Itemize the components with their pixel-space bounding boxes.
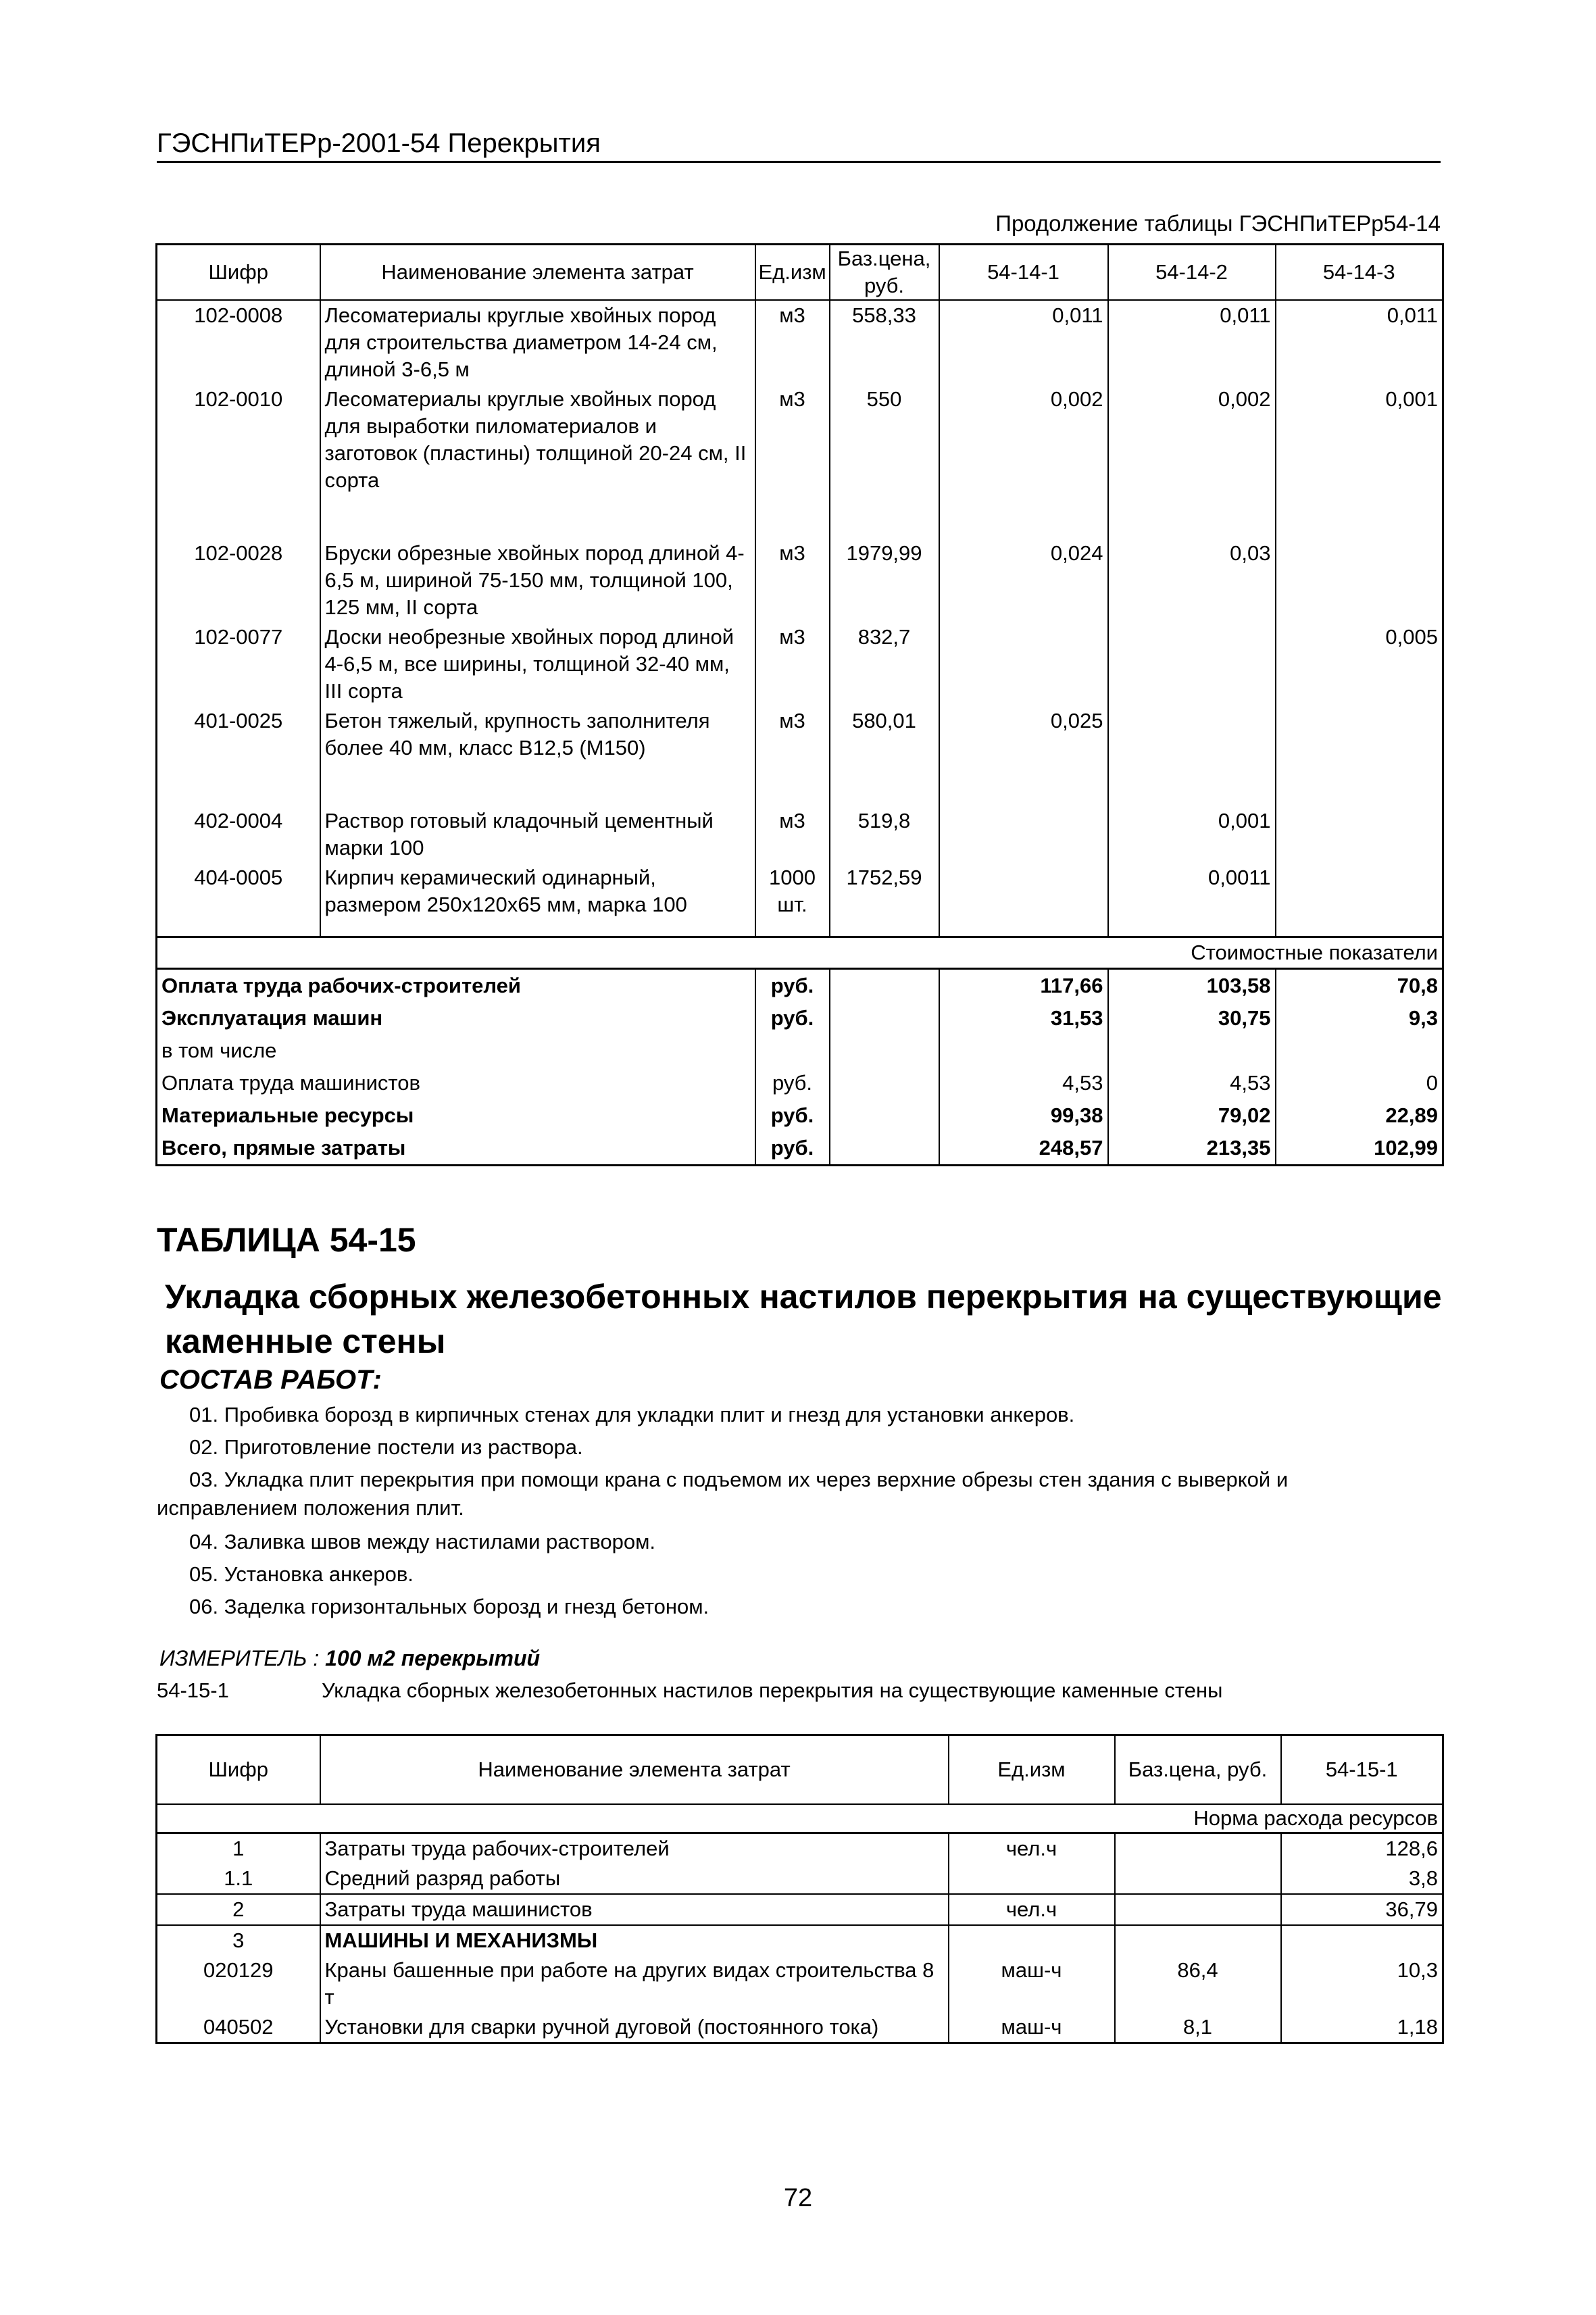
work-item: 02. Приготовление постели из раствора. [189, 1435, 583, 1459]
table-spacer [157, 763, 1443, 806]
work-item-continuation: исправлением положения плит. [157, 1496, 464, 1520]
row-code: 020129 [157, 1956, 320, 2012]
table-spacer [157, 920, 1443, 937]
norm-code: 54-15-1 [157, 1678, 229, 1702]
col-header-name: Наименование элемента затрат [320, 245, 755, 301]
summary-value-1: 31,53 [939, 1002, 1108, 1035]
row-unit: м3 [755, 706, 830, 763]
col-header-54-14-3: 54-14-3 [1276, 245, 1443, 301]
row-code: 040502 [157, 2012, 320, 2043]
row-code: 401-0025 [157, 706, 320, 763]
row-value-2: 0,002 [1108, 384, 1276, 495]
table-header-row [157, 245, 1443, 301]
header-rule [157, 161, 1441, 163]
table-row [157, 1894, 1443, 1925]
row-code: 102-0028 [157, 539, 320, 622]
row-name: Кирпич керамический одинарный, размером 250х120х65 мм, марка 100 [320, 863, 755, 920]
table-row [157, 1956, 1443, 2012]
norm-description: Укладка сборных железобетонных настилов перекрытия на существующие каменные стены [322, 1678, 1223, 1702]
summary-value-3: 102,99 [1276, 1132, 1443, 1166]
summary-unit [755, 1035, 830, 1067]
table-row [157, 2012, 1443, 2043]
row-unit: маш-ч [949, 1956, 1115, 2012]
work-item: 04. Заливка швов между настилами раствором. [189, 1530, 655, 1553]
summary-unit: руб. [755, 1067, 830, 1099]
table-row [157, 1833, 1443, 1864]
table-spacer [157, 495, 1443, 539]
row-unit: маш-ч [949, 2012, 1115, 2043]
row-price [1115, 1925, 1281, 1956]
row-value-1: 0,002 [939, 384, 1108, 495]
row-unit: м3 [755, 806, 830, 863]
summary-value-1: 4,53 [939, 1067, 1108, 1099]
row-price: 1752,59 [830, 863, 939, 920]
row-code: 102-0008 [157, 300, 320, 384]
row-name: Бетон тяжелый, крупность заполнителя более 40 мм, класс В12,5 (М150) [320, 706, 755, 763]
row-unit: 1000 шт. [755, 863, 830, 920]
summary-value-2: 4,53 [1108, 1067, 1276, 1099]
cost-indicators-band [157, 937, 1443, 969]
summary-label: в том числе [157, 1035, 755, 1067]
row-value-3: 0,005 [1276, 622, 1443, 706]
row-value-1 [939, 622, 1108, 706]
row-value-3 [1276, 806, 1443, 863]
row-value-3 [1276, 863, 1443, 920]
row-price: 519,8 [830, 806, 939, 863]
row-name: Установки для сварки ручной дуговой (постоянного тока) [320, 2012, 949, 2043]
row-value: 36,79 [1281, 1894, 1443, 1925]
table-title: Укладка сборных железобетонных настилов перекрытия на существующие каменные стены [165, 1278, 1442, 1360]
summary-unit: руб. [755, 969, 830, 1003]
row-value-1 [939, 863, 1108, 920]
table-row [157, 1925, 1443, 1956]
row-value-2: 0,001 [1108, 806, 1276, 863]
table-row [157, 539, 1443, 622]
row-value-2: 0,011 [1108, 300, 1276, 384]
row-value: 1,18 [1281, 2012, 1443, 2043]
work-item: 03. Укладка плит перекрытия при помощи крана с подъемом их через верхние обрезы стен здания с выверкой и [189, 1468, 1289, 1491]
row-value-1: 0,025 [939, 706, 1108, 763]
row-name: Затраты труда рабочих-строителей [320, 1833, 949, 1864]
row-price: 1979,99 [830, 539, 939, 622]
summary-row [157, 1132, 1443, 1166]
summary-value-2: 30,75 [1108, 1002, 1276, 1035]
summary-value-1: 248,57 [939, 1132, 1108, 1166]
row-code: 3 [157, 1925, 320, 1956]
resource-table-54-14 [155, 243, 1444, 1166]
summary-value-2: 103,58 [1108, 969, 1276, 1003]
summary-value-3: 0 [1276, 1067, 1443, 1099]
summary-value-3: 70,8 [1276, 969, 1443, 1003]
summary-value-1: 117,66 [939, 969, 1108, 1003]
summary-label: Оплата труда рабочих-строителей [157, 969, 755, 1003]
work-item: 06. Заделка горизонтальных борозд и гнезд бетоном. [189, 1595, 709, 1618]
row-name: Средний разряд работы [320, 1864, 949, 1894]
row-code: 402-0004 [157, 806, 320, 863]
row-unit: чел.ч [949, 1894, 1115, 1925]
resource-table-54-15 [155, 1734, 1444, 2044]
row-name: Раствор готовый кладочный цементный марки 100 [320, 806, 755, 863]
row-price: 86,4 [1115, 1956, 1281, 2012]
row-price [1115, 1864, 1281, 1894]
row-name: Бруски обрезные хвойных пород длиной 4-6,5 м, шириной 75-150 мм, толщиной 100, 125 мм, II сорта [320, 539, 755, 622]
norm-band [157, 1804, 1443, 1833]
col-header-54-14-2: 54-14-2 [1108, 245, 1276, 301]
table-row [157, 622, 1443, 706]
row-unit: м3 [755, 300, 830, 384]
row-price: 580,01 [830, 706, 939, 763]
continuation-note: Продолжение таблицы ГЭСНПиТЕРр54-14 [995, 211, 1441, 236]
row-value-2 [1108, 706, 1276, 763]
page-number: 72 [783, 2184, 813, 2212]
row-price [1115, 1894, 1281, 1925]
summary-row [157, 1002, 1443, 1035]
row-unit: м3 [755, 622, 830, 706]
summary-row [157, 1099, 1443, 1132]
measurement-label: ИЗМЕРИТЕЛЬ : [159, 1646, 326, 1670]
summary-value-2 [1108, 1035, 1276, 1067]
summary-row [157, 1035, 1443, 1067]
row-unit [949, 1925, 1115, 1956]
summary-value-2: 213,35 [1108, 1132, 1276, 1166]
summary-unit: руб. [755, 1099, 830, 1132]
row-name: Лесоматериалы круглые хвойных пород для строительства диаметром 14-24 см, длиной 3-6,5 м [320, 300, 755, 384]
table-number: ТАБЛИЦА 54-15 [157, 1221, 416, 1259]
row-unit: м3 [755, 384, 830, 495]
summary-row [157, 969, 1443, 1003]
summary-label: Материальные ресурсы [157, 1099, 755, 1132]
row-value-1 [939, 806, 1108, 863]
row-code: 102-0077 [157, 622, 320, 706]
summary-label: Всего, прямые затраты [157, 1132, 755, 1166]
work-composition-heading: СОСТАВ РАБОТ: [159, 1365, 382, 1395]
col-header-code: Шифр [157, 1735, 320, 1805]
col-header-unit: Ед.изм [755, 245, 830, 301]
table-row [157, 706, 1443, 763]
summary-value-3: 22,89 [1276, 1099, 1443, 1132]
summary-value-1: 99,38 [939, 1099, 1108, 1132]
summary-unit: руб. [755, 1002, 830, 1035]
row-name: Доски необрезные хвойных пород длиной 4-6,5 м, все ширины, толщиной 32-40 мм, III сорта [320, 622, 755, 706]
col-header-54-15-1: 54-15-1 [1281, 1735, 1443, 1805]
table-header-row [157, 1735, 1443, 1805]
summary-row [157, 1067, 1443, 1099]
col-header-code: Шифр [157, 245, 320, 301]
table-row [157, 806, 1443, 863]
row-code: 2 [157, 1894, 320, 1925]
norm-band-label: Норма расхода ресурсов [157, 1804, 1443, 1833]
table-row [157, 863, 1443, 920]
measurement-value: 100 м2 перекрытий [325, 1646, 541, 1670]
table-row [157, 300, 1443, 384]
row-name: МАШИНЫ И МЕХАНИЗМЫ [320, 1925, 949, 1956]
summary-value-2: 79,02 [1108, 1099, 1276, 1132]
row-unit [949, 1864, 1115, 1894]
measurement-unit [159, 1646, 540, 1671]
summary-value-1 [939, 1035, 1108, 1067]
work-item: 05. Установка анкеров. [189, 1562, 414, 1586]
col-header-price: Баз.цена, руб. [1115, 1735, 1281, 1805]
row-code: 1.1 [157, 1864, 320, 1894]
row-value-3: 0,001 [1276, 384, 1443, 495]
row-price: 550 [830, 384, 939, 495]
row-value-2: 0,03 [1108, 539, 1276, 622]
row-price: 558,33 [830, 300, 939, 384]
table-row [157, 384, 1443, 495]
row-value-1: 0,024 [939, 539, 1108, 622]
row-value-2 [1108, 622, 1276, 706]
col-header-name: Наименование элемента затрат [320, 1735, 949, 1805]
summary-unit: руб. [755, 1132, 830, 1166]
row-value: 128,6 [1281, 1833, 1443, 1864]
row-value-3: 0,011 [1276, 300, 1443, 384]
row-name: Лесоматериалы круглые хвойных пород для выработки пиломатериалов и заготовок (пластины) толщиной 20-24 см, II сорта [320, 384, 755, 495]
cost-indicators-label: Стоимостные показатели [157, 937, 1443, 969]
col-header-unit: Ед.изм [949, 1735, 1115, 1805]
col-header-54-14-1: 54-14-1 [939, 245, 1108, 301]
row-value-1: 0,011 [939, 300, 1108, 384]
summary-value-3 [1276, 1035, 1443, 1067]
row-unit: м3 [755, 539, 830, 622]
col-header-price: Баз.цена, руб. [830, 245, 939, 301]
row-value-2: 0,0011 [1108, 863, 1276, 920]
summary-value-3: 9,3 [1276, 1002, 1443, 1035]
running-header: ГЭСНПиТЕРр-2001-54 Перекрытия [157, 128, 601, 158]
row-value-3 [1276, 706, 1443, 763]
work-item: 01. Пробивка борозд в кирпичных стенах для укладки плит и гнезд для установки анкеров. [189, 1403, 1075, 1426]
row-price [1115, 1833, 1281, 1864]
row-code: 404-0005 [157, 863, 320, 920]
row-unit: чел.ч [949, 1833, 1115, 1864]
summary-label: Оплата труда машинистов [157, 1067, 755, 1099]
row-code: 1 [157, 1833, 320, 1864]
row-value-3 [1276, 539, 1443, 622]
row-code: 102-0010 [157, 384, 320, 495]
summary-label: Эксплуатация машин [157, 1002, 755, 1035]
row-price: 832,7 [830, 622, 939, 706]
row-value: 3,8 [1281, 1864, 1443, 1894]
row-price: 8,1 [1115, 2012, 1281, 2043]
table-row [157, 1864, 1443, 1894]
row-name: Затраты труда машинистов [320, 1894, 949, 1925]
row-name: Краны башенные при работе на других видах строительства 8 т [320, 1956, 949, 2012]
row-value [1281, 1925, 1443, 1956]
row-value: 10,3 [1281, 1956, 1443, 2012]
